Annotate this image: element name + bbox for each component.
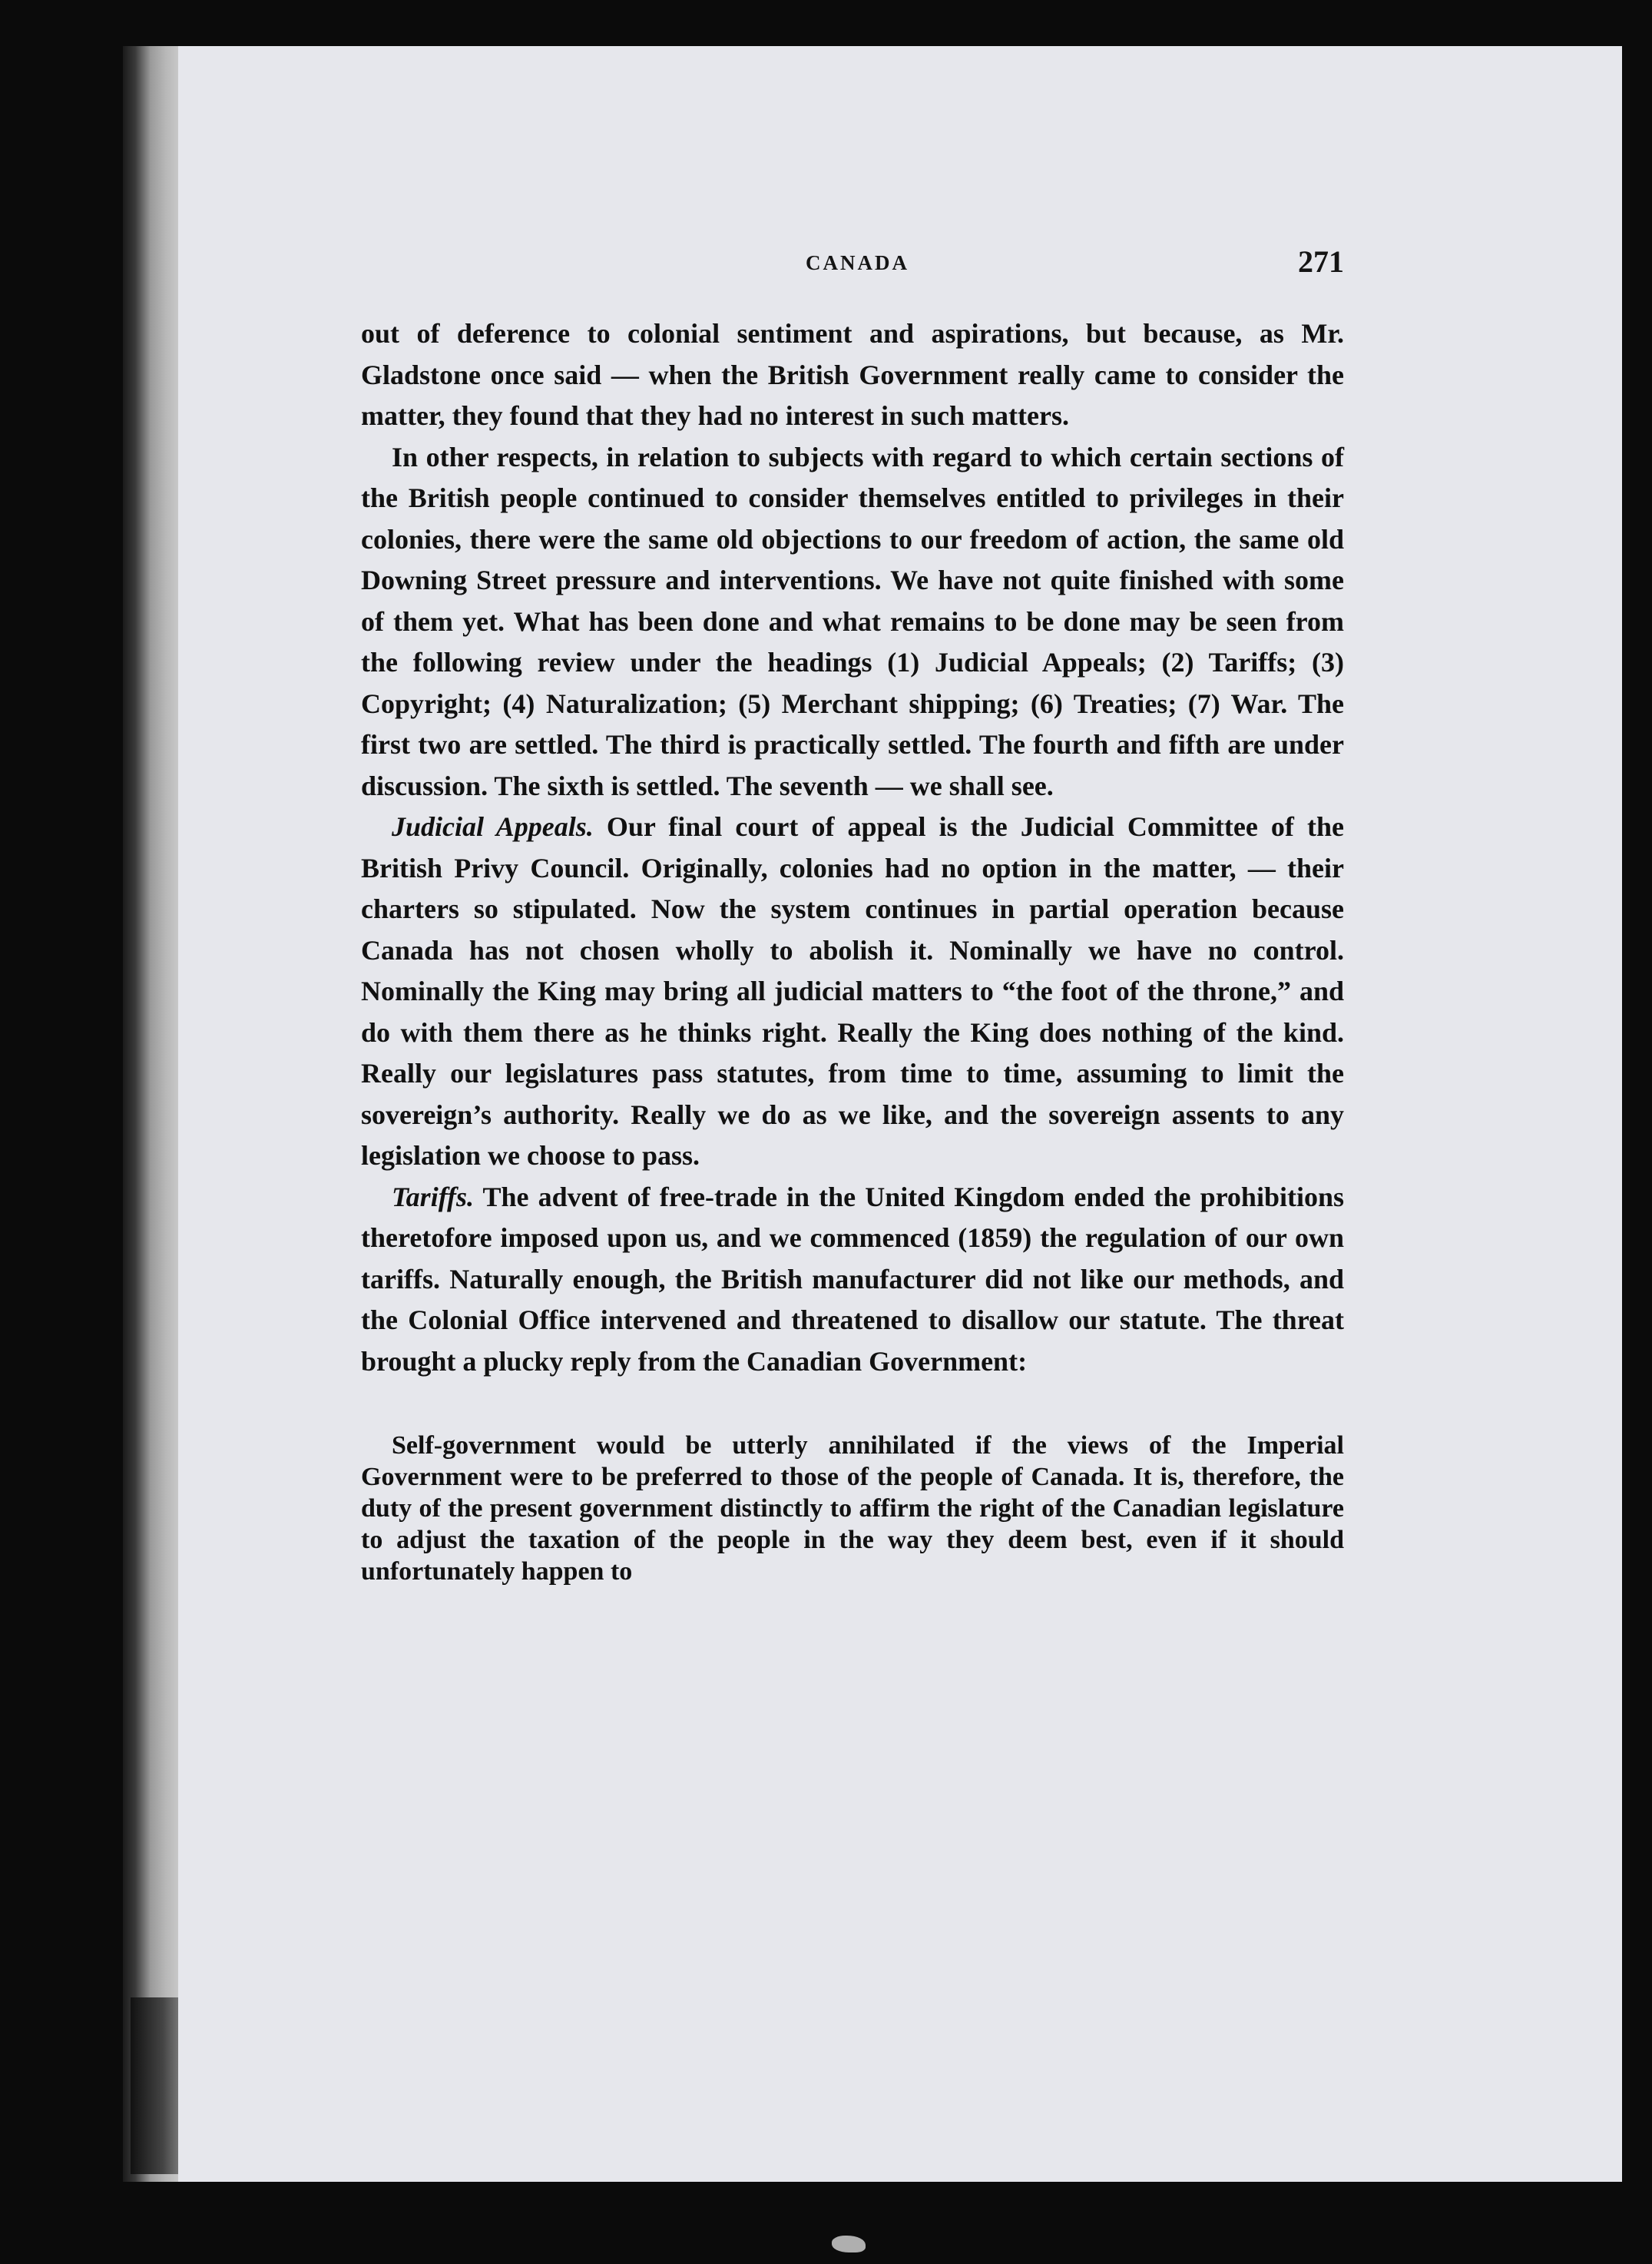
- page-number: 271: [1298, 244, 1344, 279]
- book-page: [178, 46, 1622, 2182]
- paragraph-continuation: out of deference to colonial sentiment and aspirations, but because, as Mr. Gladstone once said — when the British Government really came to consider the matter, they found that they had no interest in such matters.: [361, 318, 1344, 431]
- book-spine: [123, 46, 184, 2182]
- running-head: [178, 244, 1622, 280]
- paragraph-tariffs-text: The advent of free-trade in the United Kingdom ended the prohibitions theretofore imposed upon us, and we commenced (1859) the regulation of our own tariffs. Naturally enough, the British manufacturer did not like our methods, and the Colonial Office intervened and threatened to disallow our statute. The threat brought a plucky reply from the Canadian Government:: [361, 1181, 1344, 1377]
- running-head-title: CANADA: [806, 251, 909, 274]
- block-quote: Self-government would be utterly annihilated if the views of the Imperial Government were to be preferred to those of the people of Canada. It is, therefore, the duty of the present government distinctly to affirm the right of the Canadian legislature to adjust the taxation of the people in the way they deem best, even if it should unfortunately happen to: [361, 1431, 1344, 1586]
- paragraph-other-respects: In other respects, in relation to subjects with regard to which certain sections of the British people continued to consider themselves entitled to privileges in their colonies, there were the same old objections to our freedom of action, the same old Downing Street pressure and interventions. We have not quite finished with some of them yet. What has been done and what remains to be done may be seen from the following review under the headings (1) Judicial Appeals; (2) Tariffs; (3) Copyright; (4) Naturalization; (5) Merchant shipping; (6) Treaties; (7) War. The first two are settled. The third is practically settled. The fourth and fifth are under discussion. The sixth is settled. The seventh — we shall see.: [361, 441, 1344, 801]
- run-in-heading-tariffs: Tariffs.: [392, 1181, 475, 1212]
- paragraph-tariffs: [361, 1177, 1344, 1383]
- scan-artifact-mark: [832, 2236, 866, 2252]
- run-in-heading-judicial-appeals: Judicial Appeals.: [392, 811, 594, 842]
- body-text: [361, 313, 1344, 1587]
- paragraph-judicial-appeals-text: Our final court of appeal is the Judicial Committee of the British Privy Council. Originally, colonies had no option in the matter, — their charters so stipulated. Now the system continues in partial operation because Canada has not chosen wholly to abolish it. Nominally we have no control. Nominally the King may bring all judicial matters to “the foot of the throne,” and do with them there as he thinks right. Really the King does nothing of the kind. Really our legislatures pass statutes, from time to time, assuming to limit the sovereign’s authority. Really we do as we like, and the sovereign assents to any legislation we choose to pass.: [361, 811, 1344, 1171]
- paragraph-judicial-appeals: [361, 807, 1344, 1177]
- spine-shadow: [131, 1997, 184, 2174]
